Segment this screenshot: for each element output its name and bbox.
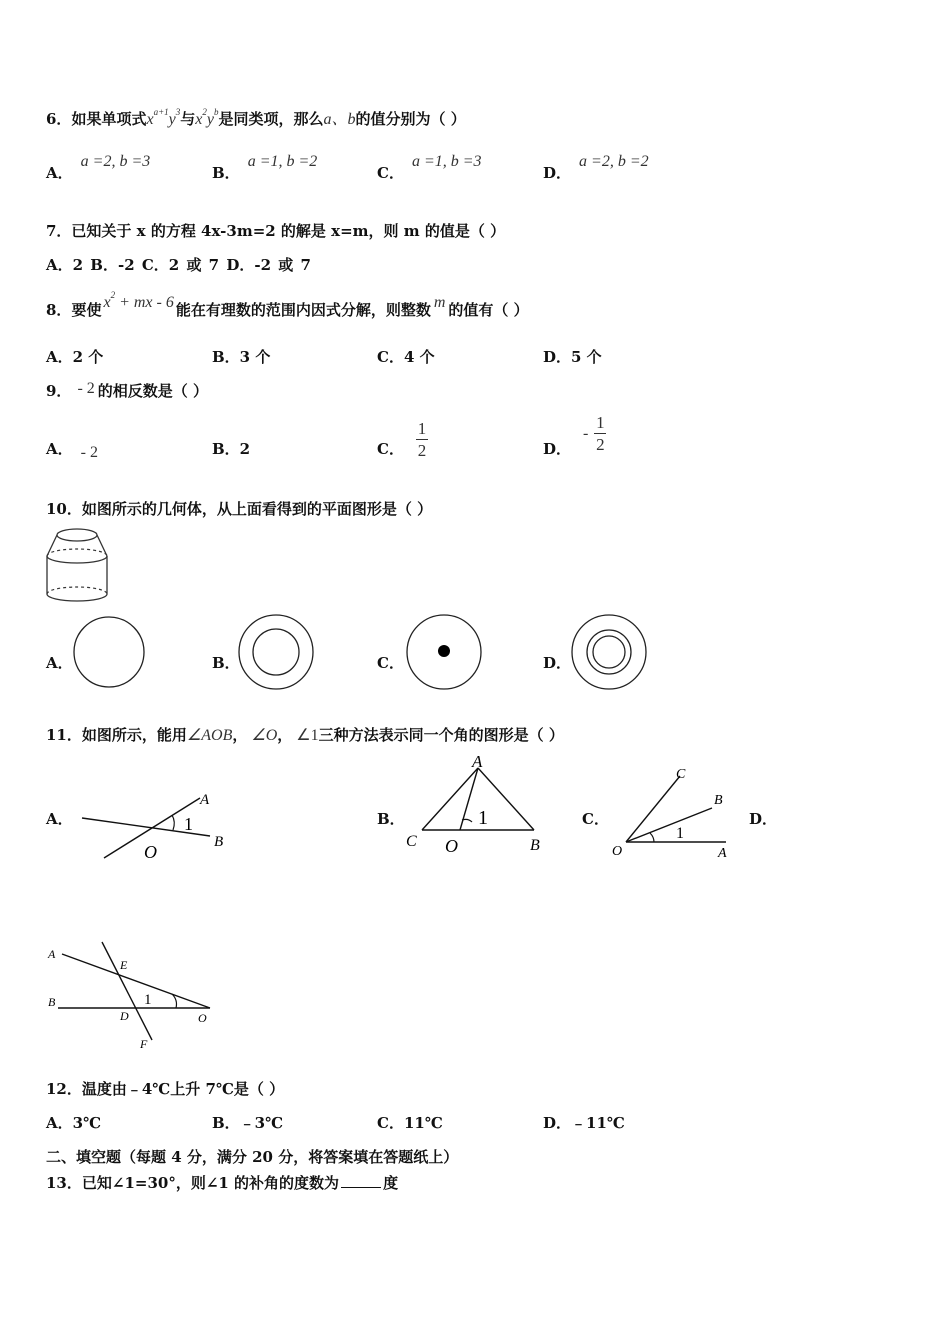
- option-a-circle: [72, 614, 148, 692]
- option-a-math: - 2: [80, 444, 98, 461]
- question-13: 13．已知∠1=30°，则∠1 的补角的度数为 度: [46, 1174, 399, 1192]
- option-d[interactable]: D．a =2, b =2: [543, 153, 649, 182]
- label-one: 1: [676, 825, 684, 842]
- option-d[interactable]: D．- $\frac{1}{2}$: [543, 413, 605, 458]
- option-a[interactable]: A．3℃: [46, 1114, 102, 1132]
- option-d[interactable]: D．﹣11℃: [543, 1114, 625, 1132]
- negative-two: - 2: [77, 380, 95, 397]
- option-c[interactable]: C．: [582, 810, 609, 828]
- monomial-1: $x^{a+1}y^3$: [146, 107, 181, 128]
- question-text: 如果单项式: [71, 110, 147, 128]
- label-o: O: [445, 836, 458, 856]
- polynomial: $x^2$ + mx - 6: [103, 290, 174, 311]
- option-b-math: a =1, b =2: [247, 153, 318, 170]
- variable-m: m: [433, 294, 446, 311]
- label-o: O: [612, 844, 623, 859]
- label-e: E: [120, 958, 128, 972]
- label-one: 1: [478, 807, 488, 829]
- question-7-options[interactable]: A．2 B．-2 C．2 或 7 D．-2 或 7: [46, 256, 311, 274]
- question-9: 9． - 2 的相反数是（ ）: [46, 380, 208, 400]
- label-one: 1: [184, 814, 193, 834]
- option-c[interactable]: C．: [377, 654, 404, 672]
- angle-1: ∠1: [296, 727, 319, 744]
- fraction-one-half: $\frac{1}{2}$: [417, 419, 427, 460]
- label-a: A: [200, 792, 210, 808]
- answer-blank[interactable]: [341, 1173, 381, 1188]
- question-10: 10．如图所示的几何体，从上面看得到的平面图形是（ ）: [46, 500, 433, 518]
- section-2-heading: 二、填空题（每题 4 分，满分 20 分，将答案填在答题纸上）: [46, 1148, 459, 1166]
- option-d[interactable]: D．: [749, 810, 778, 828]
- option-d-three-circles: [570, 614, 650, 692]
- figure-b: [402, 752, 552, 862]
- option-a[interactable]: A．2 个: [46, 348, 104, 366]
- option-a[interactable]: A．: [46, 654, 73, 672]
- option-b-concentric-circles: [237, 614, 317, 692]
- angle-aob: ∠AOB: [186, 727, 233, 744]
- option-c-math: a =1, b =3: [411, 153, 482, 170]
- label-b: B: [48, 995, 56, 1009]
- label-b: B: [530, 837, 540, 854]
- label-c: C: [676, 767, 686, 782]
- monomial-2: $x^2y^b$: [195, 107, 219, 128]
- option-c[interactable]: C．11℃: [377, 1114, 443, 1132]
- option-a-math: a =2, b =3: [80, 153, 151, 170]
- question-number: 6．: [46, 110, 72, 128]
- label-c: C: [406, 833, 417, 850]
- angle-o: ∠O: [251, 727, 278, 744]
- label-o: O: [144, 842, 157, 862]
- option-b[interactable]: B．2: [212, 440, 251, 458]
- option-b[interactable]: B．: [377, 810, 405, 828]
- figure-d: [44, 936, 224, 1054]
- option-d-math: a =2, b =2: [579, 153, 649, 170]
- label-f: F: [140, 1037, 148, 1051]
- question-12: 12．温度由﹣4℃上升 7℃是（ ）: [46, 1080, 285, 1098]
- label-a: A: [472, 752, 483, 771]
- option-c[interactable]: C．a =1, b =3: [377, 153, 482, 182]
- option-a[interactable]: A．: [46, 810, 73, 828]
- question-11: 11．如图所示，能用∠AOB， ∠O， ∠1三种方法表示同一个角的图形是（ ）: [46, 726, 564, 744]
- option-c[interactable]: C．4 个: [377, 348, 435, 366]
- fraction-one-half: $\frac{1}{2}$: [596, 413, 605, 454]
- variables: a、b: [323, 111, 356, 128]
- option-c-circle-with-dot: [404, 614, 484, 692]
- question-8: 8．要使 $x^2$ + mx - 6 能在有理数的范围内因式分解，则整数 m 的值有（ ）: [46, 290, 529, 319]
- option-b[interactable]: B．3 个: [212, 348, 271, 366]
- option-b[interactable]: B．﹣3℃: [212, 1114, 284, 1132]
- option-b[interactable]: B．a =1, b =2: [212, 153, 318, 182]
- label-one: 1: [144, 992, 152, 1008]
- option-c[interactable]: C． $\frac{1}{2}$: [377, 419, 427, 460]
- label-a: A: [718, 846, 727, 861]
- option-d[interactable]: D．5 个: [543, 348, 602, 366]
- label-a: A: [48, 947, 56, 961]
- question-7: 7．已知关于 x 的方程 4x-3m=2 的解是 x=m，则 m 的值是（ ）: [46, 222, 506, 240]
- option-d[interactable]: D．: [543, 654, 572, 672]
- option-b[interactable]: B．: [212, 654, 240, 672]
- option-a[interactable]: A． - 2: [46, 440, 98, 461]
- question-text: 与: [180, 110, 196, 128]
- label-b: B: [214, 834, 224, 850]
- label-d: D: [120, 1009, 129, 1023]
- label-o: O: [198, 1011, 207, 1025]
- question-text: 的值分别为（ ）: [355, 110, 466, 128]
- figure-a: [80, 788, 240, 868]
- option-a[interactable]: A．a =2, b =3: [46, 153, 151, 182]
- question-6: [46, 106, 466, 129]
- frustum-cylinder-figure: [44, 526, 110, 604]
- question-text: 是同类项，那么: [218, 110, 324, 128]
- label-b: B: [714, 793, 723, 808]
- figure-c: [606, 762, 736, 862]
